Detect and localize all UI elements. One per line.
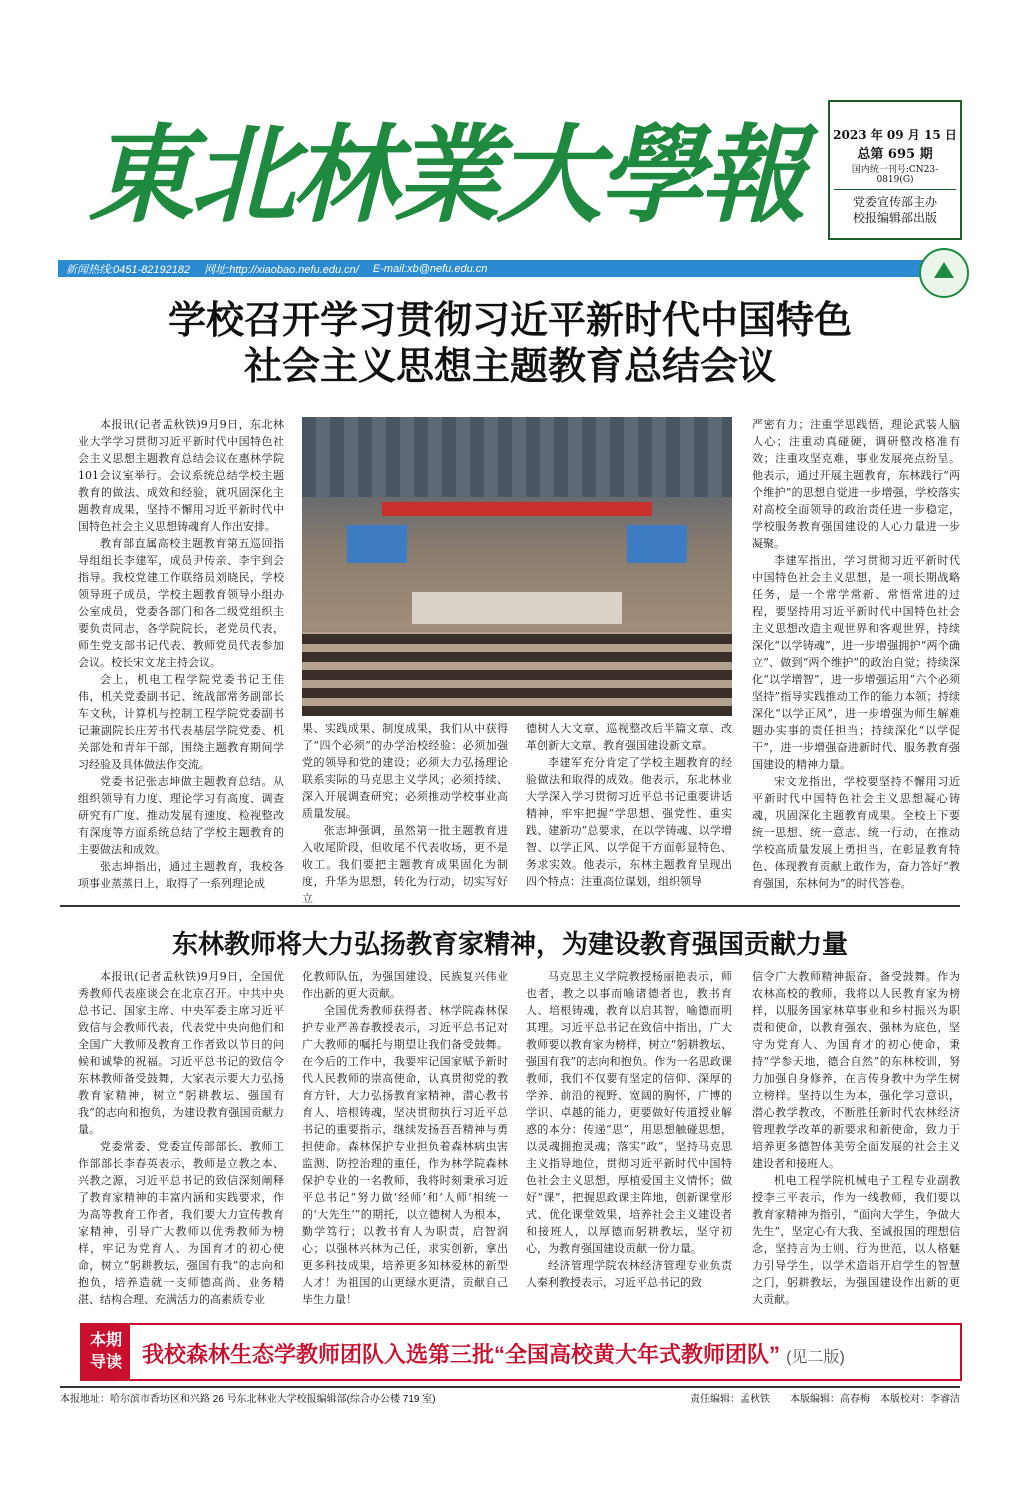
- paragraph: 本报讯(记者孟秋铁)9月9日，全国优秀教师代表座谈会在北京召开。中共中央总书记、国家主席、中央军委主席习近平致信与会教师代表，代表党中央向他们和全国广大教师及教育工作者致以节日的问候和诚挚的祝福。习近平总书记的致信令东林教师备受鼓舞，大家表示要大力弘扬教育家精神，树立“躬耕教坛、强国有我”的志向和抱负，为建设教育强国贡献力量。: [78, 970, 284, 1136]
- paragraph: 果、实践成果、制度成果，我们从中获得了“四个必须”的办学治校经验：必须加强党的领导和党的建设；必须大力弘扬理论联系实际的马克思主义学风；必须持续、深入开展调查研究；必须推动学校事业高质量发展。: [302, 722, 508, 820]
- article2-column1: [78, 968, 284, 1308]
- article1-column1: [78, 416, 284, 892]
- paragraph: 党委书记张志坤做主题教育总结。从组织领导有力度、理论学习有高度、调查研究有广度、推动发展有速度、检视整改有深度等方面系统总结了学校主题教育的主要做法和成效。: [78, 775, 284, 856]
- article1-column2: [302, 720, 508, 907]
- photo-audience: [302, 632, 732, 716]
- paragraph: 李建军充分肯定了学校主题教育的经验做法和取得的成效。他表示，东北林业大学深入学习贯彻习近平总书记重要讲话精神，牢牢把握“学思想、强党性、重实践、建新功”总要求，在以学铸魂、以学增智、以学正风、以学促干方面彰显特色、务求实效。他表示，东林主题教育呈现出四个特点：注重高位谋划，组织领导: [526, 756, 732, 888]
- paragraph: 信令广大教师精神振奋、备受鼓舞。作为农林高校的教师，我将以人民教育家为榜样，以服务国家林草事业和乡村振兴为职责和使命，以教育强农、强林为底色，坚守为党育人、为国育才的初心使命，秉持“学参天地，德合自然”的东林校训，努力加强自身修养，在言传身教中为学生树立榜样。坚持以生为本，强化学习意识，潜心教学教改，不断胜任新时代农林经济管理教学改革的新要求和新使命，致力于培养更多德智体美劳全面发展的社会主义建设者和接班人。: [752, 970, 960, 1170]
- photo-red-banner: [382, 502, 652, 516]
- meeting-photo: [302, 417, 732, 716]
- paragraph: 化教师队伍，为强国建设、民族复兴伟业作出新的更大贡献。: [302, 970, 508, 1000]
- photo-screen-left: [347, 525, 407, 563]
- photo-screen-right: [627, 525, 687, 563]
- article2-column3: [526, 968, 732, 1291]
- issue-guide-label: [82, 1325, 130, 1379]
- paragraph: 经济管理学院农林经济管理专业负责人秦利教授表示，习近平总书记的致: [526, 1259, 732, 1289]
- email-link[interactable]: E-mail:xb@nefu.edu.cn: [372, 262, 488, 275]
- paragraph: 教育部直属高校主题教育第五巡回指导组组长李建军，成员尹传亲、李宇到会指导。我校党建工作联络员刘晓民，学校领导班子成员，学校主题教育领导小组办公室成员，党委各部门和各二级党组织主要负责同志，各学院院长，老党员代表，师生党支部书记代表、教师党员代表参加会议。校长宋文龙主持会议。: [78, 537, 284, 669]
- paragraph: 李建军指出，学习贯彻习近平新时代中国特色社会主义思想，是一项长期战略任务，是一个常学常新、常悟常进的过程，要坚持用习近平新时代中国特色社会主义思想改造主观世界和客观世界，持续深化“以学铸魂”，进一步增强拥护“两个确立”、做到“两个维护”的政治自觉；持续深化“以学增智”，进一步增强运用“六个必须坚持”指导实践推动工作的能力本领；持续深化“以学正风”，进一步增强为师生解难题办实事的责任担当；持续深化“以学促干”，进一步增强奋进新时代、服务教育强国建设的精神力量。: [752, 554, 960, 771]
- paragraph: 党委常委、党委宣传部部长、教师工作部部长李春英表示，教师是立教之本、兴教之源，习近平总书记的致信深刻阐释了教育家精神的丰富内涵和实践要求，作为高等教育工作者，我们要大力宣传教育家精神，引导广大教师以优秀教师为榜样，牢记为党育人、为国育才的初心使命，树立“躬耕教坛，强国有我”的志向和抱负，培养造就一支师德高尚、业务精湛、结构合理、充满活力的高素质专业: [78, 1140, 284, 1306]
- guide-label-line1: 本期: [89, 1332, 122, 1349]
- paragraph: 本报讯(记者孟秋铁)9月9日，东北林业大学学习贯彻习近平新时代中国特色社会主义思想主题教育总结会议在惠林学院101会议室举行。会议系统总结学校主题教育的做法、成效和经验，就巩固深化主题教育成果，坚持不懈用习近平新时代中国特色社会主义思想铸魂育人作出安排。: [78, 418, 284, 533]
- article1-headline: [60, 298, 960, 390]
- newspaper-title: 東北林業大學報: [88, 112, 802, 237]
- paragraph: 德树人大文章、巡视整改后半篇文章、改革创新大文章、教育强国建设新文章。: [526, 722, 732, 752]
- contact-bar: [58, 260, 928, 277]
- page-footer: [60, 1386, 960, 1406]
- article1-column3: [526, 720, 732, 890]
- paragraph: 会上，机电工程学院党委书记王佳伟，机关党委副书记、统战部常务副部长车文秋，计算机与控制工程学院党委副书记兼副院长庄芳书代表基层学院党委、机关部处和青年干部，围绕主题教育期间学习经验及具体做法作交流。: [78, 673, 284, 771]
- paragraph: 严密有力；注重学思践悟，理论武装人脑人心；注重动真碰硬，调研整改格准有效；注重攻坚克难，事业发展亮点纷呈。他表示，通过开展主题教育，东林践行“两个维护”的思想自觉进一步增强，学校落实对高校全面领导的政治责任进一步稳定，学校服务教育强国建设的人心力量进一步凝聚。: [752, 418, 960, 550]
- issue-number: 总第 695 期: [857, 147, 933, 162]
- article2-headline: 东林教师将大力弘扬教育家精神，为建设教育强国贡献力量: [171, 929, 848, 959]
- article1-headline-line1: 学校召开学习贯彻习近平新时代中国特色: [167, 300, 852, 342]
- university-logo-icon: [919, 248, 969, 298]
- issue-info-box: [828, 100, 962, 240]
- publisher-line2: 校报编辑部出版: [852, 211, 937, 225]
- paragraph: 张志坤指出，通过主题教育，我校各项事业蒸蒸日上，取得了一系列理论成: [78, 860, 284, 890]
- section-divider: [60, 905, 960, 907]
- paragraph: 宋文龙指出，学校要坚持不懈用习近平新时代中国特色社会主义思想凝心铸魂，巩固深化主题教育成果。全校上下要统一思想、统一意志、统一行动，在推动学校高质量发展上勇担当，在彰显教育特色、体现教育贡献上敢作为，奋力答好“教育强国，东林何为”的时代答卷。: [752, 775, 960, 890]
- article1-column4: [752, 416, 960, 892]
- issue-guide-box[interactable]: [80, 1323, 962, 1381]
- article2-column4: [752, 968, 960, 1308]
- paragraph: 全国优秀教师获得者、林学院森林保护专业严善春教授表示，习近平总书记对广大教师的嘱托与期望让我们备受鼓舞。在今后的工作中，我要牢记国家赋予新时代人民教师的崇高使命，认真贯彻党的教育方针，大力弘扬教育家精神，潜心教书育人、培根铸魂，坚决贯彻执行习近平总书记的重要指示，继续发扬吾吾精神与勇担使命。森林保护专业担负着森林病虫害监测、防控治理的重任，作为林学院森林保护专业的一名教师，我将时刻秉承习近平总书记“努力做‘经师’和‘人师’相统一的‘大先生’”的期托，以立德树人为根本，勤学笃行；以教书育人为职责，启智润心；以强林兴林为己任，求实创新，拿出更多科技成果，培养更多知林爱林的新型人才！为祖国的山更绿水更清，贡献自己毕生力量！: [302, 1004, 508, 1306]
- article1-headline-line2: 社会主义思想主题教育总结会议: [243, 346, 776, 388]
- issue-date: 2023 年 09 月 15 日: [833, 128, 957, 142]
- paragraph: 机电工程学院机械电子工程专业副教授李三平表示，作为一线教师，我们要以教育家精神为指引，“面向大学生，争做大先生”，坚定心有大我、至诚报国的理想信念，坚持言为士则、行为世范，以人格魅力引导学生，以学术造诣开启学生的智慧之门，躬耕教坛，为强国建设作出新的更大贡献。: [752, 1174, 960, 1306]
- guide-label-line2: 导读: [89, 1354, 122, 1371]
- news-hotline: 新闻热线:0451-82192182: [66, 263, 191, 276]
- footer-editors: 责任编辑：孟秋铁 本版编辑：高春梅 本版校对：李睿洁: [690, 1394, 960, 1405]
- issue-guide-text: [142, 1338, 845, 1369]
- publisher-line1: 党委宣传部主办: [852, 195, 937, 209]
- guide-page-ref: (见二版): [786, 1349, 845, 1366]
- paragraph: 马克思主义学院教授杨丽艳表示，师也者，教之以事而喻诸德者也，教书育人、培根铸魂，教育以启其智，喻德而明其理。习近平总书记在致信中指出，广大教师要以教育家为榜样，树立“躬耕教坛、强国有我”的志向和抱负。作为一名思政课教师，我们不仅要有坚定的信仰、深厚的学养、前沿的视野、宽阔的胸怀，广博的学识、卓越的能力，更要做好传道授业解惑的本分：传递“思”，用思想触碰思想，以灵魂拥抱灵魂；落实“政”，坚持马克思主义指导地位，贯彻习近平新时代中国特色社会主义思想，厚植爱国主义情怀；做好“课”，把握思政课主阵地，创新课堂形式、优化课堂效果，培养社会主义建设者和接班人，以厚德而躬耕教坛，坚守初心，为教育强国建设贡献一份力量。: [526, 970, 732, 1255]
- photo-ceiling: [302, 417, 732, 497]
- masthead: [88, 100, 808, 250]
- paragraph: 张志坤强调，虽然第一批主题教育进入收尾阶段，但收尾不代表收场，更不是收工。我们要把主题教育成果固化为制度，升华为思想，转化为行动，切实写好立: [302, 824, 508, 905]
- issue-code: 国内统一刊号:CN23-0819(G): [834, 162, 956, 190]
- photo-stage: [412, 592, 622, 624]
- footer-address: 本报地址：哈尔滨市香坊区和兴路 26 号东北林业大学校报编辑部(综合办公楼 719 室): [60, 1394, 436, 1405]
- guide-headline: 我校森林生态学教师团队入选第三批“全国高校黄大年式教师团队”: [142, 1342, 781, 1367]
- article2-column2: [302, 968, 508, 1308]
- website-link[interactable]: 网址:http://xiaobao.nefu.edu.cn/: [204, 263, 359, 276]
